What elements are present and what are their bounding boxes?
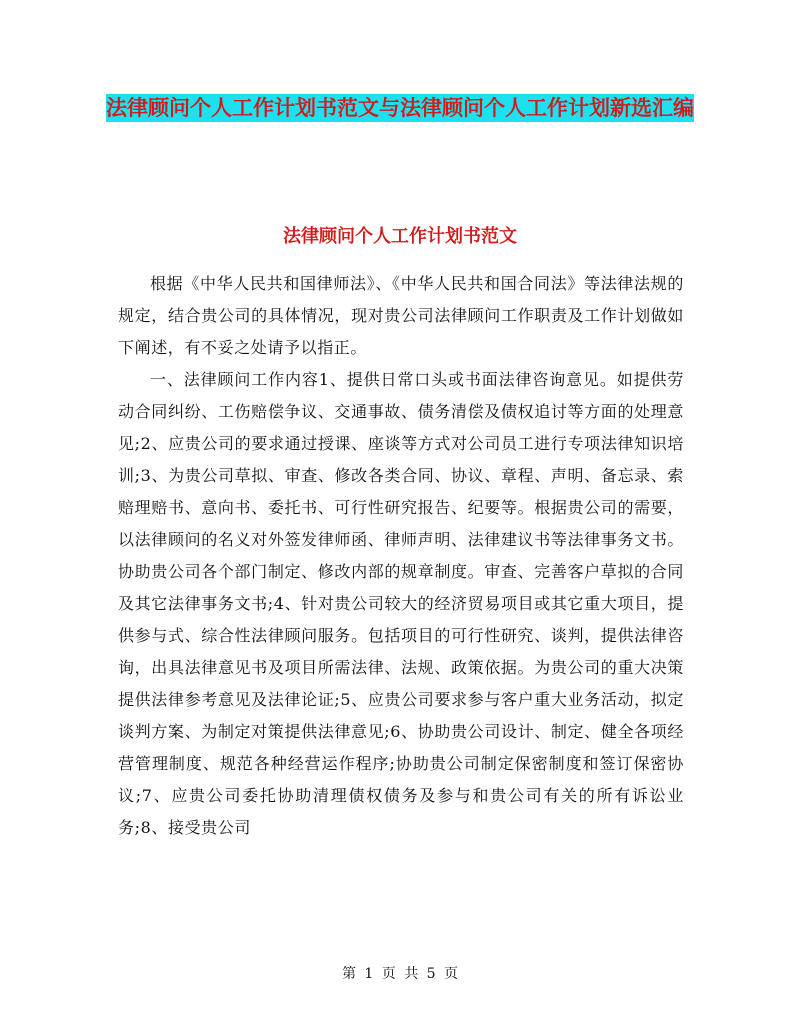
body-text [118, 268, 684, 844]
paragraph-work-content: 一、法律顾问工作内容1、提供日常口头或书面法律咨询意见。如提供劳动合同纠纷、工伤赔偿争议、交通事故、债务清偿及债权追讨等方面的处理意见;2、应贵公司的要求通过授课、座谈等方式对公司员工进行专项法律知识培训;3、为贵公司草拟、审查、修改各类合同、协议、章程、声明、备忘录、索赔理赔书、意向书、委托书、可行性研究报告、纪要等。根据贵公司的需要，以法律顾问的名义对外签发律师函、律师声明、法律建议书等法律事务文书。协助贵公司各个部门制定、修改内部的规章制度。审查、完善客户草拟的合同及其它法律事务文书;4、针对贵公司较大的经济贸易项目或其它重大项目，提供参与式、综合性法律顾问服务。包括项目的可行性研究、谈判，提供法律咨询，出具法律意见书及项目所需法律、法规、政策依据。为贵公司的重大决策提供法律参考意见及法律论证;5、应贵公司要求参与客户重大业务活动，拟定谈判方案、为制定对策提供法律意见;6、协助贵公司设计、制定、健全各项经营管理制度、规范各种经营运作程序;协助贵公司制定保密制度和签订保密协议;7、应贵公司委托协助清理债权债务及参与和贵公司有关的所有诉讼业务;8、接受贵公司 [118, 370, 684, 837]
footer-total-pages: 5 [426, 966, 436, 982]
footer-label-page-unit: 页 [381, 966, 396, 982]
page-footer [0, 964, 800, 984]
document-title [100, 88, 700, 128]
paragraph-intro: 根据《中华人民共和国律师法》、《中华人民共和国合同法》等法律法规的规定，结合贵公司的具体情况，现对贵公司法律顾问工作职责及工作计划做如下阐述，有不妥之处请予以指正。 [118, 274, 684, 357]
document-title-text: 法律顾问个人工作计划书范文与法律顾问个人工作计划新选汇编 [106, 96, 694, 120]
footer-current-page: 1 [364, 966, 374, 982]
footer-label-page: 第 [341, 966, 356, 982]
footer-label-total: 共 [404, 966, 419, 982]
footer-label-total-unit: 页 [444, 966, 459, 982]
section-heading: 法律顾问个人工作计划书范文 [283, 226, 517, 247]
